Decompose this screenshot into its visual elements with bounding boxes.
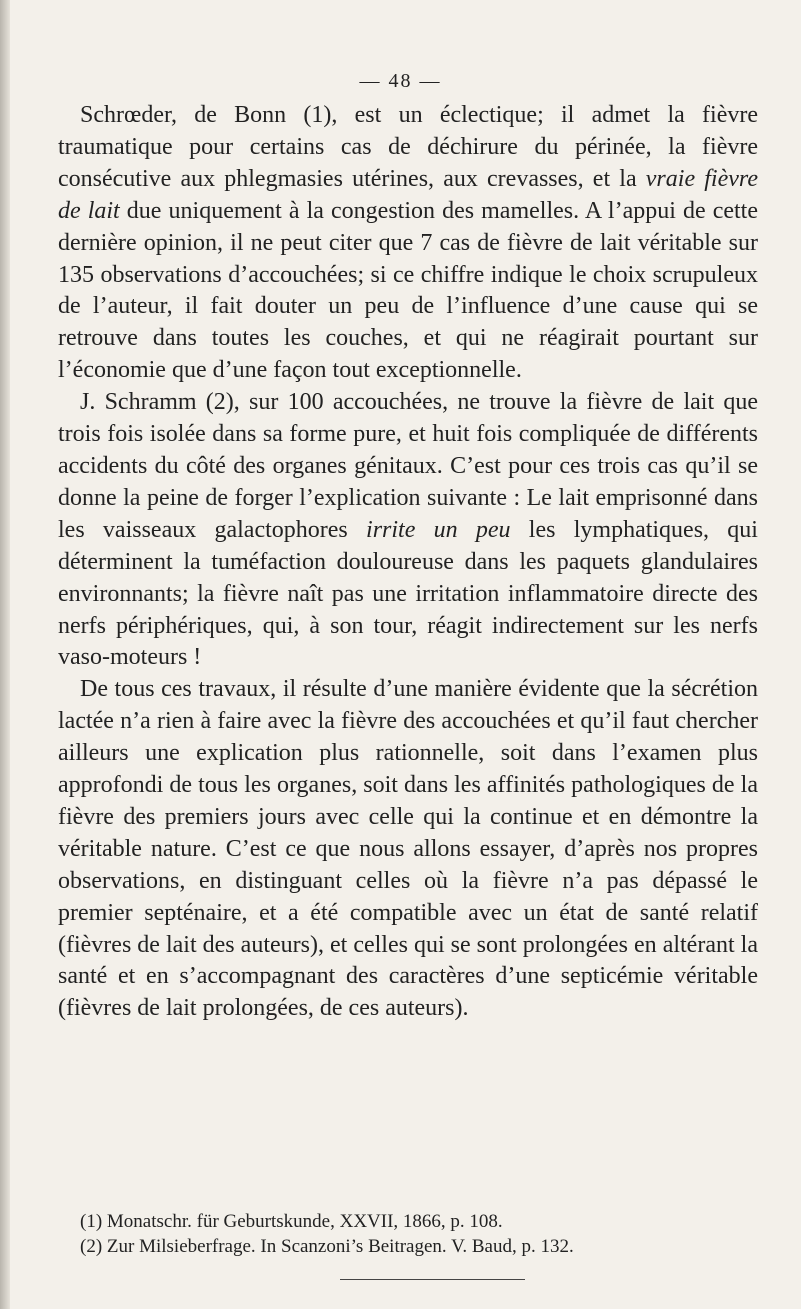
paragraph [58,674,758,1025]
paragraph-text: J. Schramm (2), sur 100 accouchées, ne trouve la fièvre de lait que trois fois isolée dans sa forme pure, et huit fois compliquée de différents accidents du côté des organes génitaux. C’est pour ces trois cas qu’il se donne la peine de forger l’explication suivante : Le lait emprisonné dans les vaisseaux galactophores [58,389,758,543]
paragraph-text: due uniquement à la congestion des mamelles. A l’appui de cette dernière opinion, il ne peut citer que 7 cas de fièvre de lait véritable sur 135 observations d’accouchées; si ce chiffre indique le choix scrupuleux de l’auteur, il fait douter un peu de l’influence d’une cause qui se retrouve dans toutes les couches, et qui ne réagirait pourtant sur l’économie que d’une façon tout exceptionnelle. [58,197,759,384]
footnote: (2) Zur Milsieberfrage. In Scanzoni’s Beitragen. V. Baud, p. 132. [80,1236,574,1257]
footnotes [58,1209,758,1259]
footnote: (1) Monatschr. für Geburtskunde, XXVII, 1866, p. 108. [80,1211,503,1232]
paragraph-text: De tous ces travaux, il résulte d’une manière évidente que la sécrétion lactée n’a rien à faire avec la fièvre des accouchées et qu’il faut chercher ailleurs une explication plus rationnelle, soit dans l’examen plus approfondi de tous les organes, soit dans les affinités pathologiques de la fièvre des premiers jours avec celle qui la continue et en démontre la véritable nature. C’est ce que nous allons essayer, d’après nos propres observations, en distinguant celles où la fièvre n’a pas dépassé le premier septénaire, et a été compatible avec un état de santé relatif (fièvres de lait des auteurs), et celles qui se sont prolongées en altérant la santé et en s’accompagnant des caractères d’une septicémie véritable (fièvres de lait prolongées, de ces auteurs). [58,676,758,1022]
footer-rule [340,1279,525,1280]
paragraph [58,100,758,387]
paragraph-text: les lymphatiques, qui déterminent la tuméfaction douloureuse dans les paquets glandulaires environnants; la fièvre naît pas une irritation inflammatoire directe des nerfs périphériques, qui, à son tour, réagit indirectement sur les nerfs vaso-moteurs ! [58,516,758,671]
paragraph [58,387,758,674]
paragraph-text: Schrœder, de Bonn (1), est un éclectique; il admet la fièvre traumatique pour certains cas de déchirure du périnée, la fièvre consécutive aux phlegmasies utérines, aux crevasses, et la [58,102,758,192]
paragraph-emphasis: irrite un peu [366,516,511,543]
page-number: — 48 — [359,70,442,92]
paragraph-emphasis: vraie fièvre de lait [58,165,758,224]
page-edge-shadow [0,0,10,1309]
body-text [58,100,758,1025]
